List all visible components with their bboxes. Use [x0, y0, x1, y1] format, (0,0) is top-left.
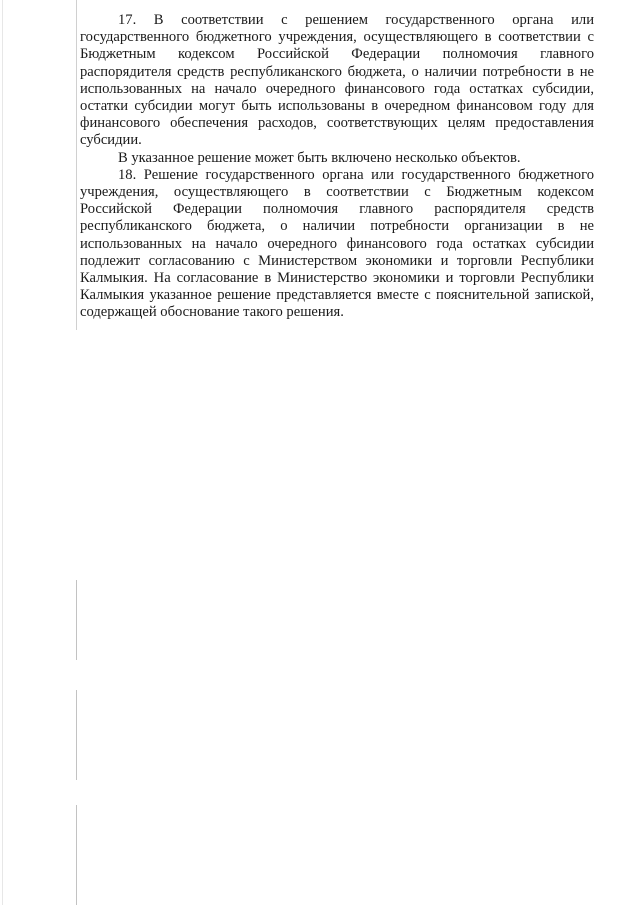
paragraph-17: 17. В соответствии с решением государственного органа или государственного бюджетного учреждения, осуществляющего в соответствии с Бюджетным кодексом Российской Федерации полномочия главного распорядителя средств республиканского бюджета, о наличии потребности в не использованных на начало очередного финансового года остатках субсидии, остатки субсидии могут быть использованы в очередном финансовом году для финансового обеспечения расходов, соответствующих целям предоставления субсидии. — [80, 12, 594, 149]
paragraph-18: 18. Решение государственного органа или государственного бюджетного учреждения, осуществляющего в соответствии с Бюджетным кодексом Российской Федерации полномочия главного распорядителя средств республиканского бюджета, о наличии потребности организации в не использованных на начало очередного финансового года остатках субсидии подлежит согласованию с Министерством экономики и торговли Республики Калмыкия. На согласование в Министерство экономики и торговли Республики Калмыкия указанное решение представляется вместе с пояснительной запиской, содержащей обоснование такого решения. — [80, 166, 594, 321]
scan-edge-mark — [2, 0, 3, 905]
document-body — [80, 12, 594, 322]
scan-binding-line — [76, 0, 77, 905]
paragraph-objects-note: В указанное решение может быть включено несколько объектов. — [118, 149, 521, 166]
